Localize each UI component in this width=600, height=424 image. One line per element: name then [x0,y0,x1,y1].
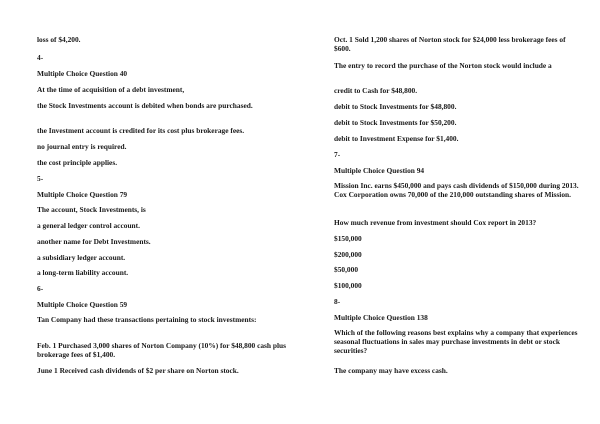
answer-option: debit to Investment Expense for $1,400. [334,134,459,143]
answer-option: the Stock Investments account is debited when bonds are purchased. [37,101,253,110]
answer-option: the Investment account is credited for its cost plus brokerage fees. [37,126,245,135]
answer-option: $100,000 [334,281,362,290]
answer-option: no journal entry is required. [37,142,127,151]
question-number: 5- [37,174,44,183]
transaction-line: Oct. 1 Sold 1,200 shares of Norton stock for $24,000 less brokerage fees of $600. [334,35,566,54]
answer-option: a subsidiary ledger account. [37,253,126,262]
question-number: 8- [334,297,341,306]
question-number: 7- [334,150,341,159]
answer-option: another name for Debt Investments. [37,237,151,246]
question-stem: Mission Inc. earns $450,000 and pays cash dividends of $150,000 during 2013. Cox Corporation owns 70,000 of the 210,000 outstanding shares of Mission. [334,181,579,200]
paragraph: loss of $4,200. [37,35,81,44]
question-heading: Multiple Choice Question 94 [334,166,425,175]
answer-option: $200,000 [334,250,362,259]
question-heading: Multiple Choice Question 59 [37,300,128,309]
question-stem: Tan Company had these transactions pertaining to stock investments: [37,315,257,324]
question-stem: The entry to record the purchase of the Norton stock would include a [334,61,552,70]
answer-option: debit to Stock Investments for $48,800. [334,102,457,111]
answer-option: the cost principle applies. [37,158,118,167]
answer-option: credit to Cash for $48,800. [334,86,418,95]
question-stem: The account, Stock Investments, is [37,205,146,214]
answer-option: a general ledger control account. [37,221,140,230]
question-stem: Which of the following reasons best explains why a company that experiences seasonal fluctuations in sales may purchase investments in debt or stock securities? [334,328,578,356]
answer-option: $150,000 [334,234,362,243]
answer-option: The company may have excess cash. [334,366,448,375]
question-number: 6- [37,284,44,293]
question-stem: At the time of acquisition of a debt investment, [37,85,185,94]
question-stem: How much revenue from investment should Cox report in 2013? [334,218,537,227]
transaction-line: June 1 Received cash dividends of $2 per share on Norton stock. [37,366,239,375]
question-heading: Multiple Choice Question 138 [334,313,428,322]
answer-option: $50,000 [334,265,359,274]
question-heading: Multiple Choice Question 40 [37,69,128,78]
question-heading: Multiple Choice Question 79 [37,190,128,199]
question-number: 4- [37,53,44,62]
answer-option: debit to Stock Investments for $50,200. [334,118,457,127]
answer-option: a long-term liability account. [37,268,129,277]
transaction-line: Feb. 1 Purchased 3,000 shares of Norton Company (10%) for $48,800 cash plus brokerage fees of $1,400. [37,341,287,360]
